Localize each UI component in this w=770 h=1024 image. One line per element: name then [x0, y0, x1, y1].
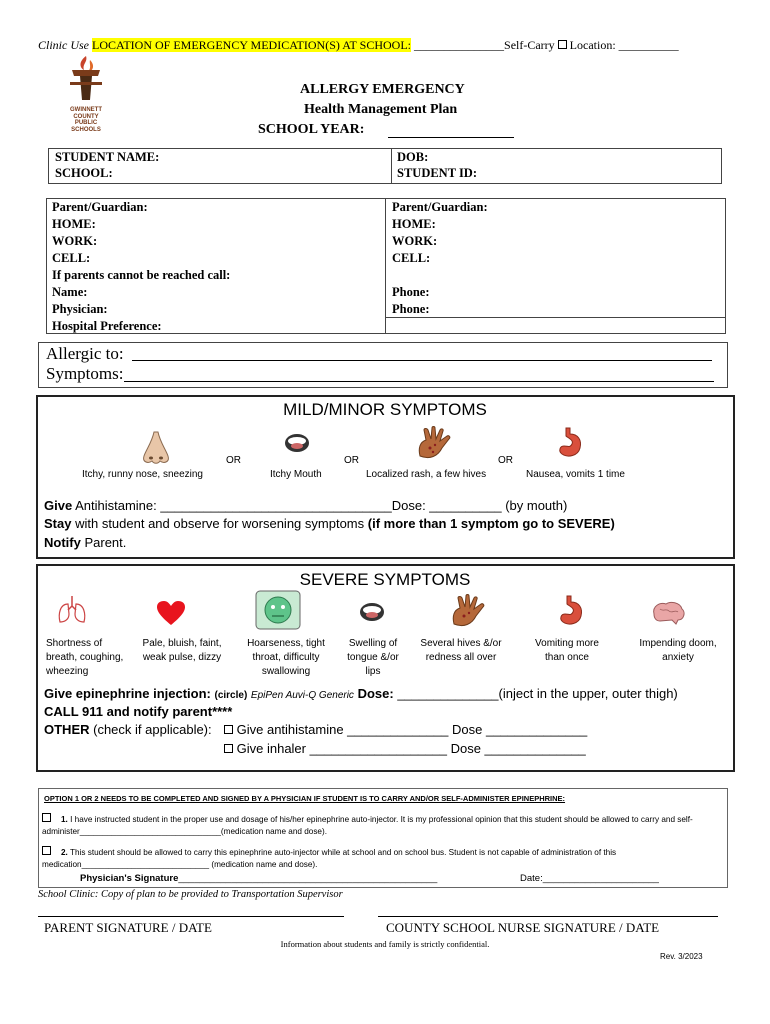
- mild-title: MILD/MINOR SYMPTOMS: [283, 400, 487, 419]
- severe-item-hives: Several hives &/or redness all over: [420, 638, 502, 663]
- title-line1: ALLERGY EMERGENCY: [300, 82, 465, 97]
- school-year-field[interactable]: [388, 122, 514, 138]
- parent-guardian-right[interactable]: Parent/Guardian:: [392, 200, 488, 214]
- dob-label[interactable]: DOB:: [397, 150, 429, 164]
- other-line: OTHER (check if applicable):: [44, 722, 212, 737]
- or-3: OR: [498, 455, 513, 466]
- logo-text: GWINNETT COUNTY PUBLIC SCHOOLS: [70, 107, 102, 133]
- location2-label[interactable]: Location: __________: [569, 38, 679, 52]
- alt-phone[interactable]: Phone:: [392, 285, 430, 299]
- call-911: CALL 911 and notify parent****: [44, 704, 233, 719]
- inhaler-checkbox[interactable]: [224, 744, 233, 753]
- physician-phone[interactable]: Phone:: [392, 302, 430, 316]
- self-carry-label: Self-Carry: [504, 38, 555, 52]
- parent-signature-label: PARENT SIGNATURE / DATE: [44, 920, 212, 935]
- severe-title: SEVERE SYMPTOMS: [299, 570, 471, 589]
- or-1: OR: [226, 455, 241, 466]
- symptoms-field[interactable]: [124, 366, 714, 382]
- student-id-label[interactable]: STUDENT ID:: [397, 166, 477, 180]
- hospital-preference[interactable]: Hospital Preference:: [52, 319, 162, 333]
- mild-give-line[interactable]: Give Antihistamine: ________________________________Dose: __________ (by mouth): [44, 498, 568, 513]
- mild-item-nausea: Nausea, vomits 1 time: [526, 469, 625, 480]
- symptoms-label: Symptoms:: [46, 364, 124, 383]
- heart-icon: [156, 600, 186, 626]
- other-inhaler[interactable]: Give inhaler ___________________ Dose ______________: [224, 741, 586, 756]
- contacts-box: [46, 198, 726, 334]
- alternate-contact-label: If parents cannot be reached call:: [52, 268, 231, 282]
- location-label: LOCATION OF EMERGENCY MEDICATION(S) AT SCHOOL:: [92, 38, 412, 52]
- swollen-lips-icon: [359, 601, 385, 623]
- parent-signature-field[interactable]: [38, 905, 344, 917]
- mild-item-rash: Localized rash, a few hives: [366, 469, 487, 480]
- physician-option-2[interactable]: 2. This student should be allowed to carry this epinephrine auto-injector while at school and on school bus. Student is not capable of administration of this medication____________________________ (medication name and dose).: [42, 848, 617, 869]
- cell-right[interactable]: CELL:: [392, 251, 431, 265]
- clinic-use-label: Clinic Use: [38, 38, 89, 52]
- physician-heading: OPTION 1 OR 2 NEEDS TO BE COMPLETED AND SIGNED BY A PHYSICIAN IF STUDENT IS TO CARRY AND/OR SELF-ADMINISTER EPINEPHRINE:: [44, 794, 566, 803]
- mild-item-nose: Itchy, runny nose, sneezing: [82, 469, 203, 480]
- brain-icon: [650, 600, 686, 626]
- work-right[interactable]: WORK:: [392, 234, 438, 248]
- location-blank[interactable]: _______________: [414, 38, 505, 52]
- option1-checkbox[interactable]: [42, 813, 51, 822]
- severe-item-swelling: Swelling of tongue &/or lips: [347, 638, 399, 677]
- self-carry-checkbox[interactable]: [558, 40, 567, 49]
- severe-item-vomit: Vomiting more than once: [535, 638, 599, 663]
- severe-item-throat: Hoarseness, tight throat, difficulty swallowing: [247, 638, 325, 677]
- severe-item-pale: Pale, bluish, faint, weak pulse, dizzy: [142, 638, 222, 663]
- school-year-label: SCHOOL YEAR:: [258, 122, 365, 137]
- nurse-signature-label: COUNTY SCHOOL NURSE SIGNATURE / DATE: [386, 920, 660, 935]
- home-left[interactable]: HOME:: [52, 217, 96, 231]
- lungs-icon: [56, 594, 88, 624]
- vomiting-stomach-icon: [557, 594, 585, 628]
- severe-item-breath: Shortness of breath, coughing, wheezing: [46, 638, 124, 677]
- confidential-note: Information about students and family is strictly confidential.: [280, 939, 490, 949]
- mild-notify-line: Notify Parent.: [44, 535, 127, 550]
- header-line: [38, 38, 679, 53]
- throat-icon: [255, 590, 301, 630]
- severe-item-doom: Impending doom, anxiety: [639, 638, 717, 663]
- allergic-to-label: Allergic to:: [46, 344, 124, 363]
- physician-option-1[interactable]: 1. I have instructed student in the proper use and dosage of his/her epinephrine auto-injector. It is my professional opinion that this student should be allowed to carry and self-administer_______________________________(medication name and dose).: [42, 815, 693, 836]
- alt-name[interactable]: Name:: [52, 285, 88, 299]
- mild-stay-line: Stay with student and observe for worsening symptoms (if more than 1 symptom go to SEVERE): [44, 516, 615, 531]
- antihistamine-checkbox[interactable]: [224, 725, 233, 734]
- title-line2: Health Management Plan: [304, 102, 458, 117]
- school-logo: [62, 52, 110, 133]
- physician[interactable]: Physician:: [52, 302, 108, 316]
- nurse-signature-field[interactable]: [378, 905, 718, 917]
- cell-left[interactable]: CELL:: [52, 251, 91, 265]
- hand-rash-icon: [414, 426, 454, 462]
- parent-guardian-left[interactable]: Parent/Guardian:: [52, 200, 148, 214]
- torch-icon: [62, 52, 110, 102]
- epi-line[interactable]: Give epinephrine injection: (circle) EpiPen Auvi-Q Generic Dose: ______________(inject in the upper, outer thigh): [44, 686, 678, 701]
- physician-date-line[interactable]: Date:______________________: [520, 873, 659, 884]
- school-label[interactable]: SCHOOL:: [55, 166, 113, 180]
- home-right[interactable]: HOME:: [392, 217, 436, 231]
- revision: Rev. 3/2023: [660, 952, 703, 961]
- work-left[interactable]: WORK:: [52, 234, 98, 248]
- allergic-to-field[interactable]: [132, 345, 712, 361]
- physician-signature-line[interactable]: Physician's Signature_________________________________________________: [80, 873, 438, 884]
- other-antihistamine[interactable]: Give antihistamine ______________ Dose ______________: [224, 722, 587, 737]
- hives-icon: [448, 594, 488, 630]
- or-2: OR: [344, 455, 359, 466]
- clinic-note: School Clinic: Copy of plan to be provided to Transportation Supervisor: [38, 889, 343, 900]
- mouth-icon: [284, 432, 310, 454]
- nose-icon: [138, 430, 174, 466]
- student-name-label[interactable]: STUDENT NAME:: [55, 150, 160, 164]
- option2-checkbox[interactable]: [42, 846, 51, 855]
- stomach-icon: [556, 426, 584, 460]
- mild-item-mouth: Itchy Mouth: [270, 469, 322, 480]
